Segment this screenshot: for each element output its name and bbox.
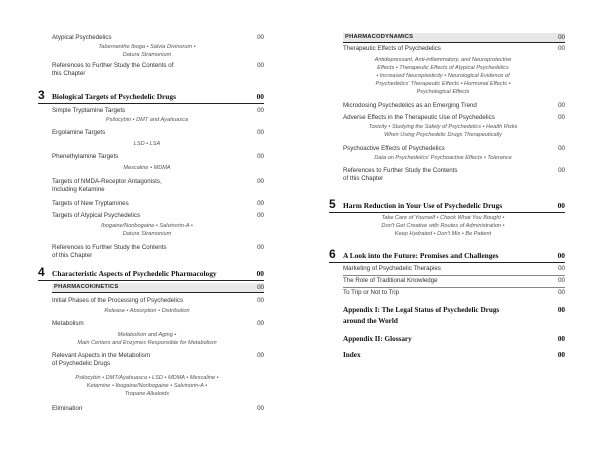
entry-subtopics: Mescaline • MDMA [123, 165, 171, 171]
entry-subtopics: Ibogaine/Noribogaine • Salvinorin-A • [101, 223, 193, 229]
entry-subtopics: Datura Stramonium [122, 231, 172, 237]
entry-subtopics: Datura Stramonium [122, 52, 172, 58]
page-number: 00 [257, 212, 264, 219]
entry-title: Microdosing Psychedelics as an Emerging Trend [343, 102, 477, 109]
entry-title: To Trip or Not to Trip [343, 289, 400, 296]
page-number: 00 [558, 289, 565, 296]
page-number: 00 [558, 277, 565, 284]
appendix-title: Appendix I: The Legal Status of Psychedelic Drugs [343, 306, 500, 314]
entry-title: Elimination [52, 405, 83, 412]
toc-entry-nmda[interactable] [38, 178, 264, 196]
page-number: 00 [558, 167, 565, 174]
page-number: 00 [557, 351, 565, 359]
entry-subtopics: Release • Absorption • Distribution [104, 308, 190, 314]
page-number: 00 [558, 265, 565, 272]
entry-title: Targets of NMDA-Receptor Antagonists, [52, 178, 162, 185]
entry-subtopics: Psilocybin • DMT and Ayahuasca [105, 117, 189, 123]
page-number: 00 [557, 335, 565, 343]
toc-entry-references[interactable] [38, 244, 264, 262]
entry-title: References to Further Study the Contents [343, 167, 458, 174]
page-number: 00 [257, 178, 264, 185]
entry-subtopics: Psychological Effects [416, 89, 470, 95]
entry-subtopics: Psychedelics' Therapeutic Effects • Hormonal Effects • [375, 81, 511, 87]
page-number: 00 [256, 269, 264, 278]
entry-title: Therapeutic Effects of Psychedelics [343, 45, 441, 52]
entry-title: Psychoactive Effects of Psychedelics [343, 145, 445, 152]
entry-subtopics: Data on Psychedelics' Psychoactive Effects • Tolerance [374, 155, 512, 161]
toc-entry-relevant-aspects[interactable] [38, 352, 264, 370]
toc-entry-marketing[interactable] [343, 264, 565, 276]
entry-subtopics: Keep Hydrated • Don't Mix • Be Patient [394, 231, 492, 237]
page-number: 00 [557, 251, 565, 260]
entry-title: Simple Tryptamine Targets [52, 107, 126, 114]
entry-subtopics: Tabernanthe Iboga • Salvia Divinorum • [98, 44, 196, 50]
entry-subtopics: Psilocybin • DMT/Ayahuasca • LSD • MDMA • Mescaline • [75, 375, 219, 381]
page-number: 00 [257, 62, 264, 69]
page-number: 00 [257, 244, 264, 251]
page-number: 00 [557, 201, 565, 210]
page-number: 00 [558, 145, 565, 152]
section-title: PHARMACODYNAMICS [345, 34, 414, 40]
entry-title-line2: of this Chapter [52, 252, 93, 259]
chapter-3-heading[interactable] [38, 88, 264, 104]
page-number: 00 [257, 200, 264, 207]
entry-subtopics: • Increased Neuroplasticity • Neurological Evidence of [376, 73, 510, 79]
chapter-number: 3 [38, 88, 45, 102]
entry-subtopics: When Using Psychedelic Drugs Therapeutically [384, 132, 502, 138]
chapter-number: 5 [329, 197, 336, 211]
entry-title: References to Further Study the Contents of [52, 62, 174, 69]
entry-title: Phenethylamine Targets [52, 153, 119, 160]
page-number: 00 [257, 352, 264, 359]
page-number: 00 [257, 297, 264, 304]
entry-subtopics: Antidepressant, Anti-inflammatory, and Neuroprotective [374, 57, 512, 63]
entry-subtopics: Metabolism and Aging • [117, 332, 177, 338]
chapter-title: Harm Reduction in Your Use of Psychedelic Drugs [343, 201, 503, 210]
appendix-title: Appendix II: Glossary [343, 335, 412, 343]
page-number: 00 [257, 405, 264, 412]
page-number: 00 [257, 153, 264, 160]
chapter-6-heading[interactable] [329, 247, 565, 263]
page-number: 00 [558, 102, 565, 109]
entry-subtopics: Toxicity • Studying the Safety of Psychedelics • Health Risks [368, 124, 518, 130]
entry-subtopics: Take Care of Yourself • Check What You Bought • [381, 215, 505, 221]
entry-title-line2: Including Ketamine [52, 186, 105, 193]
page-number: 00 [558, 45, 565, 52]
chapter-title: Characteristic Aspects of Psychedelic Pharmacology [52, 269, 217, 278]
entry-title: Targets of Atypical Psychedelics [52, 212, 141, 219]
page-number: 00 [257, 107, 264, 114]
entry-subtopics: Main Centers and Enzymes Responsible for Metabolism [77, 340, 217, 346]
chapter-number: 6 [329, 247, 336, 261]
entry-title-line2: this Chapter [52, 70, 86, 77]
page-number: 00 [557, 306, 565, 314]
entry-subtopics: Ketamine • Ibogaine/Noribogaine • Salvinorin-A • [86, 383, 208, 389]
page-number: 00 [257, 34, 264, 41]
chapter-title: A Look into the Future: Promises and Challenges [343, 251, 499, 260]
entry-title: Initial Phases of the Processing of Psychedelics [52, 297, 184, 304]
section-pharmacodynamics[interactable] [343, 33, 565, 43]
section-pharmacokinetics[interactable] [52, 283, 264, 293]
entry-title: Adverse Effects in the Therapeutic Use of Psychedelics [343, 114, 495, 121]
appendix-title-line2: around the World [343, 317, 398, 325]
toc-entry-references[interactable] [343, 167, 565, 185]
page-number: 00 [257, 129, 264, 136]
entry-title: Marketing of Psychedelic Therapies [343, 265, 441, 272]
chapter-number: 4 [38, 265, 45, 279]
entry-subtopics: Don't Get Creative with Routes of Administration • [381, 223, 505, 229]
page-number: 00 [558, 34, 565, 41]
entry-subtopics: LSD • LSA [133, 141, 161, 147]
chapter-4-heading[interactable] [38, 265, 264, 281]
entry-subtopics: Effects • Therapeutic Effects of Atypical Psychedelics [377, 65, 509, 71]
page-number: 00 [257, 320, 264, 327]
appendix-1-entry[interactable] [343, 305, 565, 327]
entry-title: References to Further Study the Contents [52, 244, 167, 251]
entry-title: Ergolamine Targets [52, 129, 106, 136]
toc-entry-traditional-knowledge[interactable] [343, 276, 565, 288]
chapter-5-heading[interactable] [329, 197, 565, 213]
entry-title-line2: of this Chapter [343, 175, 384, 182]
section-title: PHARMACOKINETICS [54, 284, 119, 290]
entry-title: Atypical Psychedelics [52, 34, 112, 41]
page-number: 00 [558, 114, 565, 121]
page-number: 00 [256, 92, 264, 101]
chapter-title: Biological Targets of Psychedelic Drugs [52, 92, 176, 101]
page-number: 00 [257, 284, 264, 291]
index-title: Index [343, 351, 361, 359]
entry-subtopics: Tropane Alkaloids [124, 391, 170, 397]
entry-title: Targets of New Tryptamines [52, 200, 129, 207]
entry-title: Metabolism [52, 320, 84, 327]
entry-title-line2: of Psychedelic Drugs [52, 360, 111, 367]
entry-title: Relevant Aspects in the Metabolism [52, 352, 151, 359]
entry-title: The Role of Traditional Knowledge [343, 277, 438, 284]
toc-entry-references[interactable] [38, 62, 264, 80]
